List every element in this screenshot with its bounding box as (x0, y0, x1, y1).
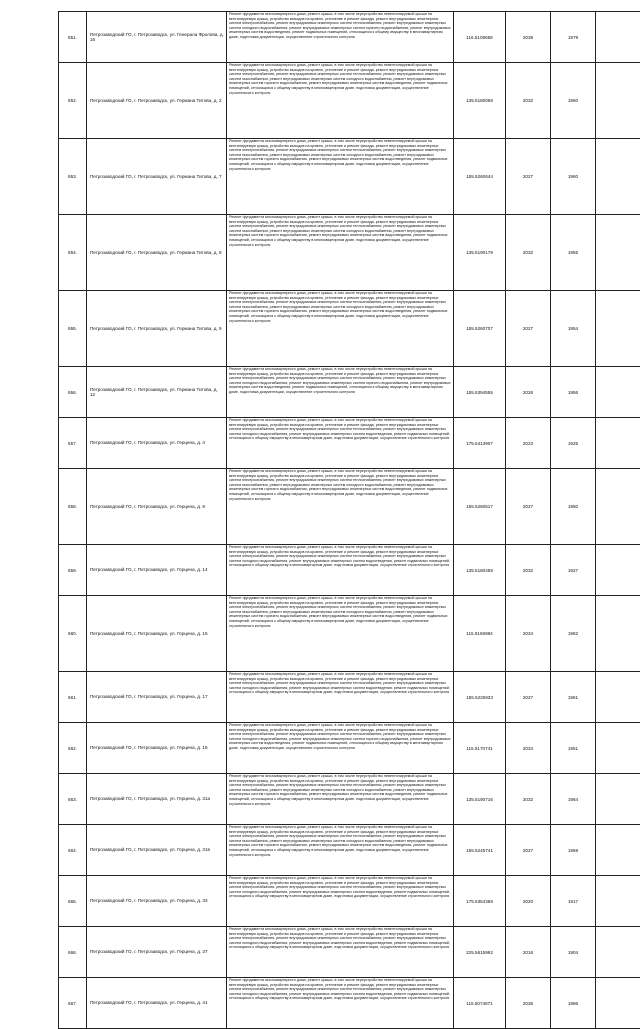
row-number-cell (59, 723, 87, 774)
row-works-description-cell (227, 215, 454, 291)
row-empty-cell (596, 876, 640, 927)
row-number: 666. (68, 950, 77, 955)
row-address-cell (87, 418, 227, 469)
row-planned-year-cell (506, 418, 551, 469)
row-empty-cell (596, 825, 640, 876)
row-cadastral-number: 115.5074671 (466, 1001, 492, 1006)
table-row (59, 723, 640, 774)
row-planned-year-cell (506, 215, 551, 291)
row-works-description: Ремонт фундамента многоквартирного дома, ремонт крыши, в том числе переустройство невентилируемой крыши на вентилируемую крышу, устройство выходов на кровлю, утепление и ремонт фасада, ремонт внутридомовых инженерных систем электроснабжения, ремонт внутридомовых инженерных систем теплоснабжения, ремонт внутридомовых инженерных систем газоснабжения, ремонт внутридомовых инженерных систем холодного водоснабжения, ремонт внутридомовых инженерных систем горячего водоснабжения, ремонт внутридомовых инженерных систем водоотведения, ремонт подвальных помещений, относящихся к общему имуществу в многоквартирном доме, подготовка документации, осуществление строительного контроля (229, 215, 447, 247)
row-cadastral-number: 135.5190179 (466, 250, 493, 255)
row-address-cell (87, 672, 227, 723)
row-cadastral-number: 175.5354369 (466, 899, 493, 904)
row-cadastral-number-cell (454, 723, 506, 774)
row-address-cell (87, 978, 227, 1029)
row-works-description: Ремонт фундамента многоквартирного дома, ремонт крыши, в том числе переустройство невентилируемой крыши на вентилируемую крышу, устройство выходов на кровлю, утепление и ремонт фасада, ремонт внутридомовых инженерных систем электроснабжения, ремонт внутридомовых инженерных систем теплоснабжения, ремонт внутридомовых инженерных систем газоснабжения, ремонт внутридомовых инженерных систем холодного водоснабжения, ремонт внутридомовых инженерных систем горячего водоснабжения, ремонт внутридомовых инженерных систем водоотведения, ремонт подвальных помещений, относящихся к общему имуществу в многоквартирном доме, подготовка документации, осуществление строительного контроля (229, 774, 447, 806)
register-table-body (59, 12, 640, 1029)
row-number-cell (59, 672, 87, 723)
row-address: Петрозаводский ГО, г. Петрозаводск, ул. Герцена, д. 15 (90, 631, 212, 636)
row-construction-year: 1925 (568, 441, 578, 446)
row-planned-year-cell (506, 12, 551, 63)
row-cadastral-number-cell (454, 927, 506, 978)
row-planned-year: 2032 (523, 250, 533, 255)
row-number-cell (59, 12, 87, 63)
row-cadastral-number: 115.5166984 (466, 631, 492, 636)
table-row (59, 215, 640, 291)
row-works-description-cell (227, 596, 454, 672)
row-planned-year: 2032 (523, 568, 533, 573)
row-planned-year: 2036 (523, 1001, 533, 1006)
row-address-cell (87, 367, 227, 418)
row-number-cell (59, 825, 87, 876)
row-number: 664. (68, 848, 77, 853)
row-empty-cell (596, 418, 640, 469)
row-number: 651. (68, 35, 77, 40)
row-address: Петрозаводский ГО, г. Петрозаводск, ул. Герцена, д. 17 (90, 694, 212, 699)
row-empty-cell (596, 545, 640, 596)
row-works-description-cell (227, 367, 454, 418)
row-planned-year: 2032 (523, 98, 533, 103)
row-cadastral-number: 116.5108658 (466, 35, 492, 40)
row-planned-year-cell (506, 876, 551, 927)
row-works-description: Ремонт фундамента многоквартирного дома, ремонт крыши, в том числе переустройство невентилируемой крыши на вентилируемую крышу, устройство выходов на кровлю, утепление и ремонт фасада, ремонт внутридомовых инженерных систем электроснабжения, ремонт внутридомовых инженерных систем теплоснабжения, ремонт внутридомовых инженерных систем газоснабжения, ремонт внутридомовых инженерных систем холодного водоснабжения, ремонт внутридомовых инженерных систем горячего водоснабжения, ремонт внутридомовых инженерных систем водоотведения, ремонт подвальных помещений, относящихся к общему имуществу в многоквартирном доме, подготовка документации, осуществление строительного контроля (229, 596, 447, 628)
row-empty-cell (596, 12, 640, 63)
row-number-cell (59, 367, 87, 418)
row-number: 661. (68, 695, 77, 700)
row-address: Петрозаводский ГО, г. Петрозаводск, ул. Герцена, д. 4 (90, 440, 209, 445)
row-construction-year-cell (551, 927, 596, 978)
row-address: Петрозаводский ГО, г. Петрозаводск, ул. Генерала Фролова, д. 16 (90, 32, 224, 42)
row-construction-year-cell (551, 139, 596, 215)
row-works-description-cell (227, 545, 454, 596)
row-address-cell (87, 825, 227, 876)
row-planned-year-cell (506, 978, 551, 1029)
row-cadastral-number-cell (454, 469, 506, 545)
row-planned-year: 2034 (523, 631, 533, 636)
row-construction-year: 1960 (568, 98, 578, 103)
row-construction-year-cell (551, 876, 596, 927)
table-row (59, 596, 640, 672)
row-works-description: Ремонт фундамента многоквартирного дома, ремонт крыши, в том числе переустройство невентилируемой крыши на вентилируемую крышу, устройство выходов на кровлю, утепление и ремонт фасада, ремонт внутридомовых инженерных систем электроснабжения, ремонт внутридомовых инженерных систем теплоснабжения, ремонт внутридомовых инженерных систем газоснабжения, ремонт внутридомовых инженерных систем холодного водоснабжения, ремонт внутридомовых инженерных систем горячего водоснабжения, ремонт внутридомовых инженерных систем водоотведения, ремонт подвальных помещений, относящихся к общему имуществу в многоквартирном доме, подготовка документации, осуществление строительного контроля (229, 825, 447, 857)
row-construction-year: 1904 (568, 950, 578, 955)
row-cadastral-number-cell (454, 418, 506, 469)
row-planned-year-cell (506, 469, 551, 545)
row-planned-year: 2027 (523, 174, 533, 179)
table-row (59, 825, 640, 876)
row-construction-year: 1979 (568, 35, 578, 40)
row-works-description-cell (227, 876, 454, 927)
row-address: Петрозаводский ГО, г. Петрозаводск, ул. Германа Титова, д. 8 (90, 250, 226, 255)
row-construction-year: 1927 (568, 568, 578, 573)
row-address: Петрозаводский ГО, г. Петрозаводск, ул. Германа Титова, д. 12 (90, 387, 218, 397)
row-construction-year: 1962 (568, 631, 578, 636)
row-address: Петрозаводский ГО, г. Петрозаводск, ул. Герцена, д. 14 (90, 567, 212, 572)
row-works-description-cell (227, 291, 454, 367)
row-planned-year: 2027 (523, 848, 533, 853)
row-works-description-cell (227, 978, 454, 1029)
row-address-cell (87, 723, 227, 774)
row-address: Петрозаводский ГО, г. Петрозаводск, ул. Герцена, д. 41 (90, 1000, 212, 1005)
row-planned-year-cell (506, 291, 551, 367)
table-row (59, 774, 640, 825)
row-planned-year: 2020 (523, 899, 533, 904)
table-row (59, 927, 640, 978)
row-construction-year-cell (551, 469, 596, 545)
row-planned-year-cell (506, 596, 551, 672)
row-construction-year-cell (551, 63, 596, 139)
row-cadastral-number: 225.5615992 (466, 950, 493, 955)
row-cadastral-number: 135.5180459 (466, 568, 493, 573)
table-row (59, 367, 640, 418)
table-row (59, 545, 640, 596)
row-empty-cell (596, 291, 640, 367)
row-works-description: Ремонт фундамента многоквартирного дома, ремонт крыши, в том числе переустройство невентилируемой крыши на вентилируемую крышу, устройство выходов на кровлю, утепление и ремонт фасада, ремонт внутридомовых инженерных систем электроснабжения, ремонт внутридомовых инженерных систем теплоснабжения, ремонт внутридомовых инженерных систем холодного водоснабжения, ремонт внутридомовых инженерных систем водоотведения, ремонт подвальных помещений, относящихся к общему имуществу в многоквартирном доме, подготовка документации, осуществление строительного контроля (229, 876, 450, 898)
row-works-description-cell (227, 139, 454, 215)
row-empty-cell (596, 927, 640, 978)
row-planned-year: 2016 (523, 950, 533, 955)
row-works-description: Ремонт фундамента многоквартирного дома, ремонт крыши, в том числе переустройство невентилируемой крыши на вентилируемую крышу, устройство выходов на кровлю, утепление и ремонт фасада, ремонт внутридомовых инженерных систем электроснабжения, ремонт внутридомовых инженерных систем теплоснабжения, ремонт внутридомовых инженерных систем холодного водоснабжения, ремонт внутридомовых инженерных систем водоотведения, ремонт подвальных помещений, относящихся к общему имуществу в многоквартирном доме, подготовка документации, осуществление строительного контроля (229, 672, 450, 694)
table-row (59, 63, 640, 139)
row-number-cell (59, 876, 87, 927)
row-construction-year: 1950 (568, 504, 578, 509)
row-construction-year: 1917 (568, 899, 578, 904)
row-cadastral-number-cell (454, 978, 506, 1029)
row-empty-cell (596, 63, 640, 139)
row-number-cell (59, 927, 87, 978)
row-number-cell (59, 774, 87, 825)
row-construction-year-cell (551, 596, 596, 672)
row-works-description-cell (227, 825, 454, 876)
row-number-cell (59, 545, 87, 596)
row-construction-year-cell (551, 367, 596, 418)
row-planned-year: 2027 (523, 695, 533, 700)
row-number: 660. (68, 631, 77, 636)
row-planned-year-cell (506, 774, 551, 825)
row-cadastral-number: 115.5170741 (466, 746, 492, 751)
table-row (59, 12, 640, 63)
row-works-description: Ремонт фундамента многоквартирного дома, ремонт крыши, в том числе переустройство невентилируемой крыши на вентилируемую крышу, устройство выходов на кровлю, утепление и ремонт фасада, ремонт внутридомовых инженерных систем электроснабжения, ремонт внутридомовых инженерных систем теплоснабжения, ремонт внутридомовых инженерных систем газоснабжения, ремонт внутридомовых инженерных систем холодного водоснабжения, ремонт внутридомовых инженерных систем горячего водоснабжения, ремонт внутридомовых инженерных систем водоотведения, ремонт подвальных помещений, относящихся к общему имуществу в многоквартирном доме, подготовка документации, осуществление строительного контроля (229, 469, 447, 501)
row-empty-cell (596, 215, 640, 291)
row-construction-year-cell (551, 418, 596, 469)
row-empty-cell (596, 978, 640, 1029)
row-cadastral-number-cell (454, 291, 506, 367)
row-address-cell (87, 545, 227, 596)
row-number: 654. (68, 250, 77, 255)
row-planned-year-cell (506, 63, 551, 139)
row-address: Петрозаводский ГО, г. Петрозаводск, ул. Германа Титова, д. 9 (90, 326, 226, 331)
row-cadastral-number-cell (454, 774, 506, 825)
row-cadastral-number: 155.5226933 (466, 695, 493, 700)
row-construction-year-cell (551, 545, 596, 596)
row-cadastral-number: 155.5394555 (466, 390, 493, 395)
row-number: 652. (68, 98, 77, 103)
row-address-cell (87, 876, 227, 927)
row-address-cell (87, 215, 227, 291)
table-row (59, 469, 640, 545)
row-number-cell (59, 596, 87, 672)
row-address: Петрозаводский ГО, г. Петрозаводск, ул. Герцена, д. 18 (90, 745, 212, 750)
row-works-description: Ремонт фундамента многоквартирного дома, ремонт крыши, в том числе переустройство невентилируемой крыши на вентилируемую крышу, устройство выходов на кровлю, утепление и ремонт фасада, ремонт внутридомовых инженерных систем электроснабжения, ремонт внутридомовых инженерных систем теплоснабжения, ремонт внутридомовых инженерных систем газоснабжения, ремонт внутридомовых инженерных систем холодного водоснабжения, ремонт внутридомовых инженерных систем горячего водоснабжения, ремонт внутридомовых инженерных систем водоотведения, ремонт подвальных помещений, относящихся к общему имуществу в многоквартирном доме, подготовка документации, осуществление строительного контроля (229, 139, 447, 171)
row-works-description-cell (227, 469, 454, 545)
row-address-cell (87, 469, 227, 545)
row-works-description: Ремонт фундамента многоквартирного дома, ремонт крыши, в том числе переустройство невентилируемой крыши на вентилируемую крышу, устройство выходов на кровлю, утепление и ремонт фасада, ремонт внутридомовых инженерных систем электроснабжения, ремонт внутридомовых инженерных систем теплоснабжения, ремонт внутридомовых инженерных систем газоснабжения, ремонт внутридомовых инженерных систем холодного водоснабжения, ремонт внутридомовых инженерных систем горячего водоснабжения, ремонт внутридомовых инженерных систем водоотведения, ремонт подвальных помещений, относящихся к общему имуществу в многоквартирном доме, подготовка документации, осуществление строительного контроля (229, 291, 447, 323)
housing-repair-register-table (58, 11, 640, 1029)
row-cadastral-number-cell (454, 63, 506, 139)
table-row (59, 978, 640, 1029)
row-planned-year-cell (506, 723, 551, 774)
row-works-description: Ремонт фундамента многоквартирного дома, ремонт крыши, в том числе переустройство невентилируемой крыши на вентилируемую крышу, устройство выходов на кровлю, утепление и ремонт фасада, ремонт внутридомовых инженерных систем электроснабжения, ремонт внутридомовых инженерных систем теплоснабжения, ремонт внутридомовых инженерных систем холодного водоснабжения, ремонт внутридомовых инженерных систем водоотведения, ремонт подвальных помещений, относящихся к общему имуществу в многоквартирном доме, подготовка документации, осуществление строительного контроля (229, 545, 450, 567)
row-number-cell (59, 215, 87, 291)
row-construction-year: 1961 (568, 695, 578, 700)
row-address: Петрозаводский ГО, г. Петрозаводск, ул. Герцена, д. 37 (90, 949, 212, 954)
row-construction-year-cell (551, 672, 596, 723)
row-address-cell (87, 139, 227, 215)
table-row (59, 876, 640, 927)
row-planned-year-cell (506, 139, 551, 215)
row-cadastral-number-cell (454, 12, 506, 63)
row-works-description: Ремонт фундамента многоквартирного дома, ремонт крыши, в том числе переустройство невентилируемой крыши на вентилируемую крышу, устройство выходов на кровлю, утепление и ремонт фасада, ремонт внутридомовых инженерных систем электроснабжения, ремонт внутридомовых инженерных систем теплоснабжения, ремонт внутридомовых инженерных систем холодного водоснабжения, ремонт внутридомовых инженерных систем горячего водоснабжения, ремонт внутридомовых инженерных систем водоотведения, ремонт подвальных помещений, относящихся к общему имуществу в многоквартирном доме, подготовка документации, осуществление строительного контроля (229, 367, 451, 394)
row-address: Петрозаводский ГО, г. Петрозаводск, ул. Германа Титова, д. 7 (90, 174, 226, 179)
row-cadastral-number: 155.5260644 (466, 174, 493, 179)
row-works-description: Ремонт фундамента многоквартирного дома, ремонт крыши, в том числе переустройство невентилируемой крыши на вентилируемую крышу, устройство выходов на кровлю, утепление и ремонт фасада, ремонт внутридомовых инженерных систем электроснабжения, ремонт внутридомовых инженерных систем теплоснабжения, ремонт внутридомовых инженерных систем газоснабжения, ремонт внутридомовых инженерных систем холодного водоснабжения, ремонт внутридомовых инженерных систем горячего водоснабжения, ремонт внутридомовых инженерных систем водоотведения, ремонт подвальных помещений, относящихся к общему имуществу в многоквартирном доме, подготовка документации, осуществление строительного контроля (229, 63, 447, 95)
row-number-cell (59, 418, 87, 469)
row-construction-year-cell (551, 291, 596, 367)
row-cadastral-number: 155.5245741 (466, 848, 493, 853)
row-number: 658. (68, 504, 77, 509)
table-row (59, 418, 640, 469)
row-construction-year-cell (551, 978, 596, 1029)
row-construction-year-cell (551, 825, 596, 876)
row-works-description-cell (227, 927, 454, 978)
row-address: Петрозаводский ГО, г. Петрозаводск, ул. Герцена, д. 9 (90, 504, 209, 509)
row-empty-cell (596, 774, 640, 825)
row-cadastral-number-cell (454, 596, 506, 672)
row-works-description: Ремонт фундамента многоквартирного дома, ремонт крыши, в том числе переустройство невентилируемой крыши на вентилируемую крышу, устройство выходов на кровлю, утепление и ремонт фасада, ремонт внутридомовых инженерных систем электроснабжения, ремонт внутридомовых инженерных систем теплоснабжения, ремонт внутридомовых инженерных систем холодного водоснабжения, ремонт внутридомовых инженерных систем водоотведения, ремонт подвальных помещений, относящихся к общему имуществу в многоквартирном доме, подготовка документации, осуществление строительного контроля (229, 927, 450, 949)
row-works-description: Ремонт фундамента многоквартирного дома, ремонт крыши, в том числе переустройство невентилируемой крыши на вентилируемую крышу, устройство выходов на кровлю, утепление и ремонт фасада, ремонт внутридомовых инженерных систем электроснабжения, ремонт внутридомовых инженерных систем теплоснабжения, ремонт внутридомовых инженерных систем холодного водоснабжения, ремонт внутридомовых инженерных систем горячего водоснабжения, ремонт внутридомовых инженерных систем водоотведения, ремонт подвальных помещений, относящихся к общему имуществу в многоквартирном доме, подготовка документации, осуществление строительного контроля (229, 12, 451, 39)
row-number: 663. (68, 797, 77, 802)
row-planned-year: 2032 (523, 797, 533, 802)
table-row (59, 672, 640, 723)
row-empty-cell (596, 672, 640, 723)
row-address-cell (87, 774, 227, 825)
row-cadastral-number-cell (454, 215, 506, 291)
row-construction-year-cell (551, 723, 596, 774)
row-address-cell (87, 927, 227, 978)
row-cadastral-number-cell (454, 139, 506, 215)
row-address: Петрозаводский ГО, г. Петрозаводск, ул. Герцена, д. 31в (90, 847, 214, 852)
row-cadastral-number: 155.5260517 (466, 504, 493, 509)
row-empty-cell (596, 469, 640, 545)
row-construction-year: 1954 (568, 326, 578, 331)
row-number-cell (59, 139, 87, 215)
row-number-cell (59, 291, 87, 367)
row-works-description-cell (227, 774, 454, 825)
row-cadastral-number: 135.5190716 (466, 797, 493, 802)
row-planned-year: 2038 (523, 35, 533, 40)
row-number: 667. (68, 1001, 77, 1006)
row-construction-year: 1986 (568, 1001, 578, 1006)
row-address: Петрозаводский ГО, г. Петрозаводск, ул. Герцена, д. 31а (90, 796, 214, 801)
row-works-description-cell (227, 418, 454, 469)
row-works-description-cell (227, 672, 454, 723)
row-number: 662. (68, 746, 77, 751)
row-construction-year: 1960 (568, 174, 578, 179)
row-works-description-cell (227, 63, 454, 139)
row-number: 656. (68, 390, 77, 395)
row-planned-year: 2034 (523, 746, 533, 751)
row-cadastral-number: 135.5180068 (466, 98, 493, 103)
row-empty-cell (596, 367, 640, 418)
row-empty-cell (596, 723, 640, 774)
row-cadastral-number-cell (454, 545, 506, 596)
row-cadastral-number-cell (454, 672, 506, 723)
row-number: 657. (68, 441, 77, 446)
row-address: Петрозаводский ГО, г. Петрозаводск, ул. Герцена, д. 33 (90, 898, 212, 903)
row-planned-year-cell (506, 545, 551, 596)
row-planned-year-cell (506, 825, 551, 876)
row-cadastral-number: 155.5260707 (466, 326, 493, 331)
row-empty-cell (596, 139, 640, 215)
row-construction-year-cell (551, 215, 596, 291)
row-works-description: Ремонт фундамента многоквартирного дома, ремонт крыши, в том числе переустройство невентилируемой крыши на вентилируемую крышу, устройство выходов на кровлю, утепление и ремонт фасада, ремонт внутридомовых инженерных систем электроснабжения, ремонт внутридомовых инженерных систем теплоснабжения, ремонт внутридомовых инженерных систем холодного водоснабжения, ремонт внутридомовых инженерных систем горячего водоснабжения, ремонт внутридомовых инженерных систем водоотведения, ремонт подвальных помещений, относящихся к общему имуществу в многоквартирном доме, подготовка документации, осуществление строительного контроля (229, 723, 451, 750)
row-construction-year: 1964 (568, 797, 578, 802)
row-address: Петрозаводский ГО, г. Петрозаводск, ул. Германа Титова, д. 2 (90, 98, 226, 103)
row-construction-year: 1969 (568, 848, 578, 853)
row-planned-year: 2027 (523, 326, 533, 331)
row-planned-year-cell (506, 367, 551, 418)
row-construction-year-cell (551, 774, 596, 825)
row-works-description: Ремонт фундамента многоквартирного дома, ремонт крыши, в том числе переустройство невентилируемой крыши на вентилируемую крышу, устройство выходов на кровлю, утепление и ремонт фасада, ремонт внутридомовых инженерных систем электроснабжения, ремонт внутридомовых инженерных систем теплоснабжения, ремонт внутридомовых инженерных систем холодного водоснабжения, ремонт внутридомовых инженерных систем водоотведения, ремонт подвальных помещений, относящихся к общему имуществу в многоквартирном доме, подготовка документации, осуществление строительного контроля (229, 978, 450, 1000)
row-construction-year: 1956 (568, 390, 578, 395)
row-construction-year: 1955 (568, 250, 578, 255)
row-address-cell (87, 291, 227, 367)
row-address-cell (87, 63, 227, 139)
row-cadastral-number-cell (454, 825, 506, 876)
row-cadastral-number-cell (454, 876, 506, 927)
row-number: 653. (68, 174, 77, 179)
row-number-cell (59, 63, 87, 139)
row-number-cell (59, 469, 87, 545)
row-planned-year-cell (506, 927, 551, 978)
row-empty-cell (596, 596, 640, 672)
table-row (59, 291, 640, 367)
row-works-description-cell (227, 12, 454, 63)
row-construction-year: 1951 (568, 746, 578, 751)
row-works-description: Ремонт фундамента многоквартирного дома, ремонт крыши, в том числе переустройство невентилируемой крыши на вентилируемую крышу, устройство выходов на кровлю, утепление и ремонт фасада, ремонт внутридомовых инженерных систем электроснабжения, ремонт внутридомовых инженерных систем теплоснабжения, ремонт внутридомовых инженерных систем холодного водоснабжения, ремонт внутридомовых инженерных систем водоотведения, ремонт подвальных помещений, относящихся к общему имуществу в многоквартирном доме, подготовка документации, осуществление строительного контроля (229, 418, 450, 440)
table-row (59, 139, 640, 215)
row-number: 655. (68, 326, 77, 331)
row-address-cell (87, 596, 227, 672)
row-planned-year-cell (506, 672, 551, 723)
row-number-cell (59, 978, 87, 1029)
row-address-cell (87, 12, 227, 63)
row-cadastral-number-cell (454, 367, 506, 418)
row-works-description-cell (227, 723, 454, 774)
row-number: 665. (68, 899, 77, 904)
row-number: 659. (68, 568, 77, 573)
row-cadastral-number: 175.5413907 (466, 441, 493, 446)
row-planned-year: 2026 (523, 390, 533, 395)
row-construction-year-cell (551, 12, 596, 63)
row-planned-year: 2027 (523, 504, 533, 509)
row-planned-year: 2023 (523, 441, 533, 446)
